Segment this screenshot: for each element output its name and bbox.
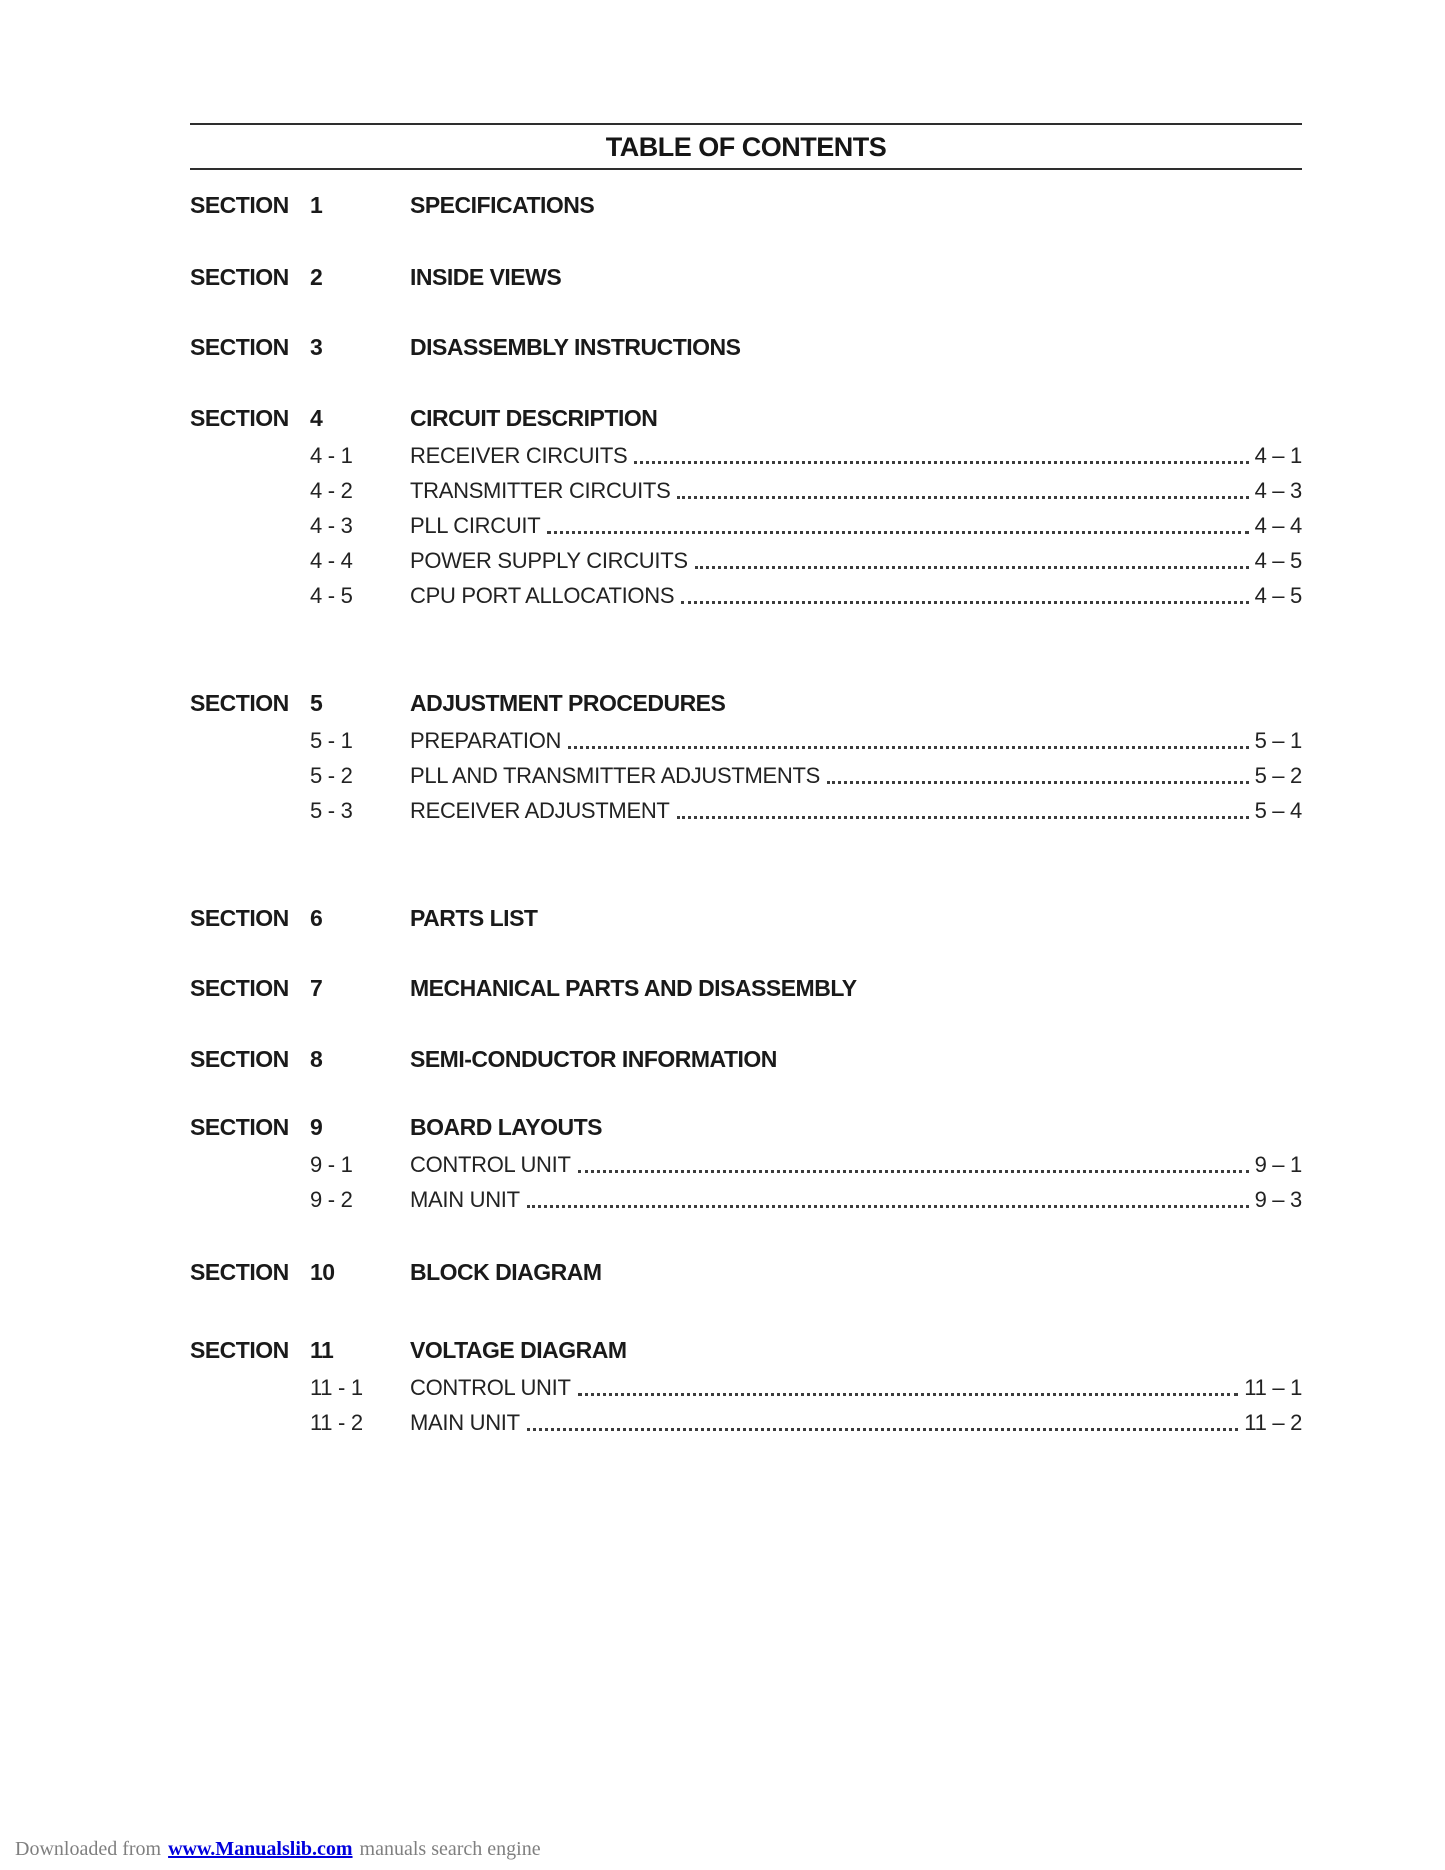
toc-entry-4-2 — [190, 473, 1302, 508]
entry-page: 5 – 4 — [1254, 798, 1302, 823]
section-number: 3 — [310, 334, 323, 360]
entry-number: 4 - 4 — [310, 548, 353, 573]
manualslib-link[interactable]: www.Manualslib.com — [168, 1838, 353, 1860]
entry-number: 5 - 3 — [310, 798, 353, 823]
entry-number: 11 - 1 — [310, 1375, 363, 1400]
toc-section-5 — [190, 688, 1302, 718]
page-title: TABLE OF CONTENTS — [605, 132, 887, 162]
entry-page: 9 – 3 — [1254, 1187, 1302, 1212]
entry-title: CONTROL UNIT — [410, 1152, 571, 1177]
toc-entry-4-1 — [190, 438, 1302, 473]
section-number: 6 — [310, 905, 323, 931]
section-number: 9 — [310, 1114, 323, 1140]
entry-number: 5 - 1 — [310, 728, 353, 753]
dot-leader — [827, 781, 1249, 784]
toc-section-6 — [190, 903, 1302, 933]
section-title: DISASSEMBLY INSTRUCTIONS — [410, 334, 741, 360]
header-rule-bottom — [190, 168, 1302, 170]
toc-section-2 — [190, 262, 1302, 292]
toc-section-8 — [190, 1044, 1302, 1074]
entry-number: 5 - 2 — [310, 763, 353, 788]
dot-leader — [547, 531, 1248, 534]
footer-suffix: manuals search engine — [359, 1838, 541, 1860]
section-number: 4 — [310, 405, 323, 431]
entry-page: 4 – 4 — [1254, 513, 1302, 538]
dot-leader — [634, 461, 1248, 464]
section-label: SECTION — [190, 192, 289, 218]
dot-leader — [677, 496, 1248, 499]
toc-entry-4-3 — [190, 508, 1302, 543]
dot-leader — [677, 816, 1249, 819]
entry-title: RECEIVER CIRCUITS — [410, 443, 628, 468]
entry-number: 11 - 2 — [310, 1410, 363, 1435]
section-title: PARTS LIST — [410, 905, 538, 931]
toc-entry-4-5 — [190, 578, 1302, 613]
entry-page: 11 – 1 — [1244, 1375, 1302, 1400]
toc-section-7 — [190, 973, 1302, 1003]
entry-title: CPU PORT ALLOCATIONS — [410, 583, 675, 608]
entry-title: CONTROL UNIT — [410, 1375, 571, 1400]
section-title: CIRCUIT DESCRIPTION — [410, 405, 658, 431]
entry-number: 9 - 1 — [310, 1152, 353, 1177]
section-label: SECTION — [190, 405, 289, 431]
toc-entry-9-2 — [190, 1182, 1302, 1217]
toc-section-10 — [190, 1257, 1302, 1287]
toc-entry-9-1 — [190, 1147, 1302, 1182]
entry-page: 9 – 1 — [1254, 1152, 1302, 1177]
entry-title: TRANSMITTER CIRCUITS — [410, 478, 671, 503]
dot-leader — [681, 601, 1248, 604]
entry-title: MAIN UNIT — [410, 1187, 520, 1212]
section-label: SECTION — [190, 905, 289, 931]
entry-page: 11 – 2 — [1244, 1410, 1302, 1435]
dot-leader — [578, 1170, 1249, 1173]
toc-entry-11-1 — [190, 1370, 1302, 1405]
section-label: SECTION — [190, 1337, 289, 1363]
section-number: 7 — [310, 975, 323, 1001]
section-number: 2 — [310, 264, 323, 290]
entry-number: 4 - 1 — [310, 443, 353, 468]
entry-title: PLL AND TRANSMITTER ADJUSTMENTS — [410, 763, 820, 788]
footer-prefix: Downloaded from — [15, 1838, 162, 1860]
section-number: 5 — [310, 690, 323, 716]
entry-title: PLL CIRCUIT — [410, 513, 541, 538]
section-number: 8 — [310, 1046, 323, 1072]
section-title: SEMI-CONDUCTOR INFORMATION — [410, 1046, 777, 1072]
toc-entry-4-4 — [190, 543, 1302, 578]
entry-title: POWER SUPPLY CIRCUITS — [410, 548, 688, 573]
section-title: MECHANICAL PARTS AND DISASSEMBLY — [410, 975, 857, 1001]
section-label: SECTION — [190, 1259, 289, 1285]
dot-leader — [527, 1428, 1239, 1431]
section-title: ADJUSTMENT PROCEDURES — [410, 690, 726, 716]
toc-section-11 — [190, 1335, 1302, 1365]
toc-entry-11-2 — [190, 1405, 1302, 1440]
entry-title: MAIN UNIT — [410, 1410, 520, 1435]
toc-section-1 — [190, 190, 1302, 220]
entry-number: 9 - 2 — [310, 1187, 353, 1212]
entry-number: 4 - 2 — [310, 478, 353, 503]
entry-title: RECEIVER ADJUSTMENT — [410, 798, 670, 823]
entry-page: 5 – 1 — [1254, 728, 1302, 753]
section-number: 11 — [310, 1337, 334, 1363]
entry-page: 4 – 5 — [1254, 548, 1302, 573]
toc-section-9 — [190, 1112, 1302, 1142]
toc-entry-5-2 — [190, 758, 1302, 793]
dot-leader — [568, 746, 1248, 749]
entry-page: 4 – 1 — [1254, 443, 1302, 468]
section-title: VOLTAGE DIAGRAM — [410, 1337, 627, 1363]
entry-number: 4 - 3 — [310, 513, 353, 538]
toc-section-3 — [190, 332, 1302, 362]
section-label: SECTION — [190, 975, 289, 1001]
section-title: BOARD LAYOUTS — [410, 1114, 602, 1140]
toc-entry-5-3 — [190, 793, 1302, 828]
section-label: SECTION — [190, 690, 289, 716]
section-label: SECTION — [190, 1046, 289, 1072]
toc-section-4 — [190, 403, 1302, 433]
entry-page: 4 – 5 — [1254, 583, 1302, 608]
section-number: 10 — [310, 1259, 335, 1285]
dot-leader — [527, 1205, 1249, 1208]
section-title: INSIDE VIEWS — [410, 264, 562, 290]
entry-page: 5 – 2 — [1254, 763, 1302, 788]
section-number: 1 — [310, 192, 323, 218]
toc-entry-5-1 — [190, 723, 1302, 758]
toc-content — [190, 0, 1302, 1440]
section-label: SECTION — [190, 334, 289, 360]
section-title: BLOCK DIAGRAM — [410, 1259, 602, 1285]
entry-number: 4 - 5 — [310, 583, 353, 608]
section-label: SECTION — [190, 264, 289, 290]
footer-text — [15, 1838, 541, 1861]
section-title: SPECIFICATIONS — [410, 192, 595, 218]
dot-leader — [695, 566, 1249, 569]
entry-page: 4 – 3 — [1254, 478, 1302, 503]
entry-title: PREPARATION — [410, 728, 562, 753]
section-label: SECTION — [190, 1114, 289, 1140]
dot-leader — [578, 1393, 1239, 1396]
